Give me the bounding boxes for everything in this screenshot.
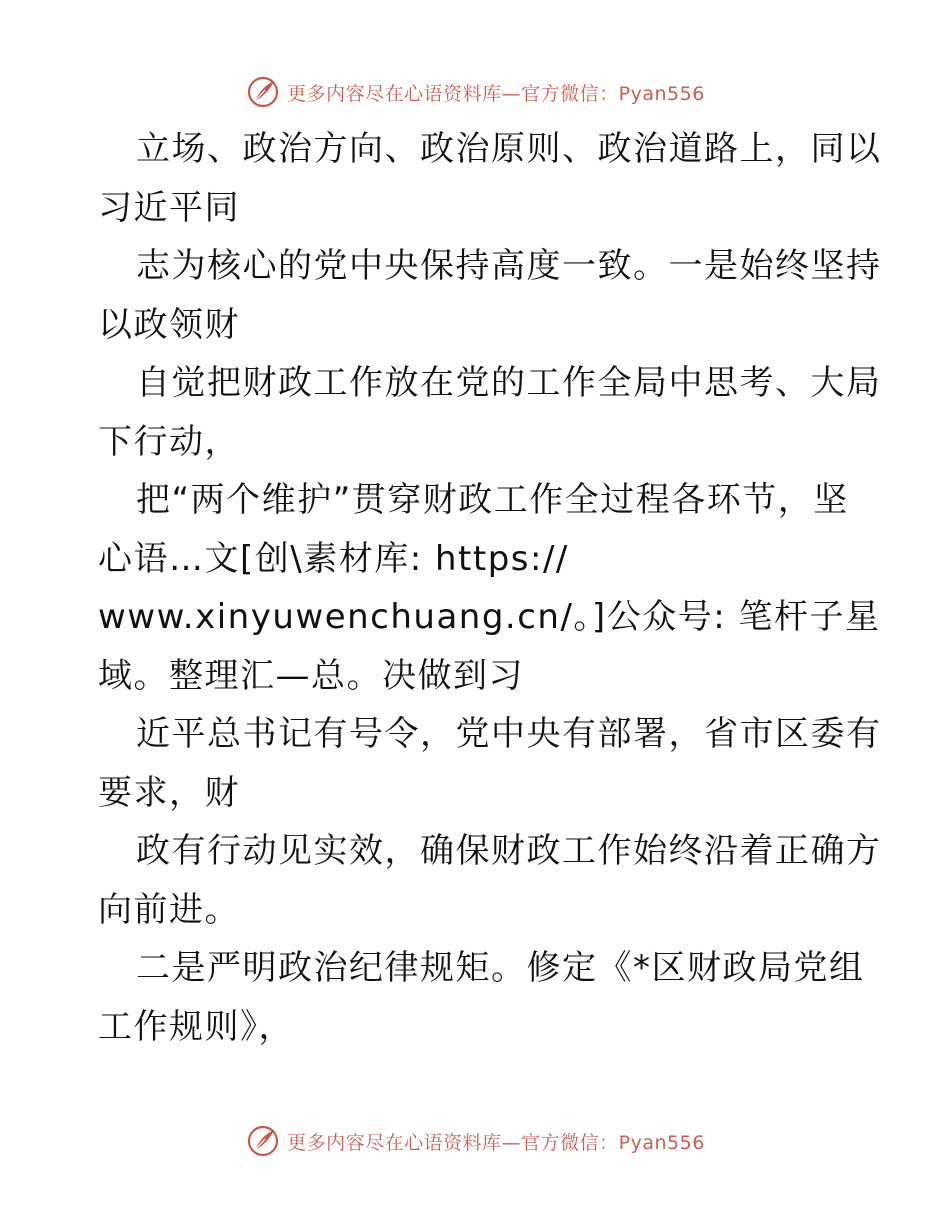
- text-line: 自觉把财政工作放在党的工作全局中思考、大局: [136, 363, 882, 403]
- text-line: 把“两个维护”贯穿财政工作全过程各环节，坚: [136, 480, 849, 520]
- text-line: 向前进。: [98, 889, 240, 930]
- text-line: 要求，财: [98, 772, 240, 813]
- text-line: 政有行动见实效，确保财政工作始终沿着正确方: [136, 831, 882, 871]
- feather-pen-logo-icon: [245, 1123, 281, 1159]
- text-line: 近平总书记有号令，党中央有部署，省市区委有: [136, 714, 882, 754]
- footer-watermark-text: 更多内容尽在心语资料库—官方微信：Pyan556: [287, 1131, 705, 1154]
- text-line: 以政领财: [98, 304, 240, 345]
- text-line: 习近平同: [98, 187, 240, 228]
- feather-pen-logo-icon: [245, 74, 281, 110]
- header-watermark-text: 更多内容尽在心语资料库—官方微信：Pyan556: [287, 82, 705, 105]
- footer-watermark: [0, 1121, 950, 1161]
- text-line: 心语…文[创\素材库: https://: [98, 538, 569, 579]
- text-line: 志为核心的党中央保持高度一致。一是始终坚持: [136, 246, 882, 286]
- text-line: www.xinyuwenchuang.cn/。]公众号: 笔杆子星: [98, 597, 881, 637]
- text-line: 立场、政治方向、政治原则、政治道路上，同以: [136, 129, 882, 169]
- text-line: 工作规则》，: [98, 1006, 294, 1047]
- document-body: [98, 120, 882, 1056]
- text-line: 域。整理汇—总。决做到习: [98, 655, 524, 696]
- text-line: 下行动，: [98, 421, 240, 462]
- text-line: 二是严明政治纪律规矩。修定《*区财政局党组: [136, 948, 865, 988]
- header-watermark: [0, 72, 950, 112]
